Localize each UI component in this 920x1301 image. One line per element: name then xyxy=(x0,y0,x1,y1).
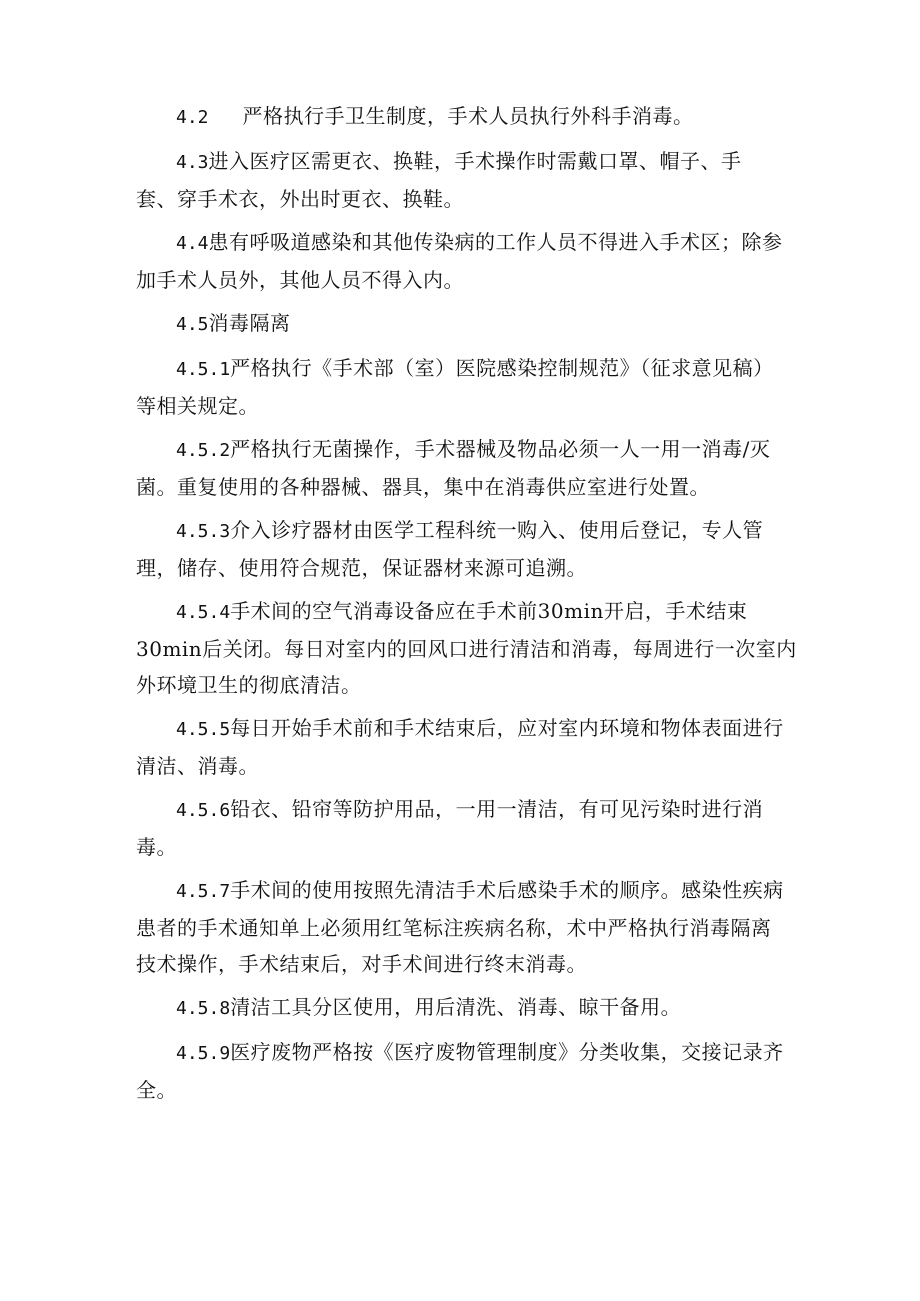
paragraph-4-5-3 xyxy=(136,512,826,586)
section-number: 4.5.1 xyxy=(176,359,231,380)
section-number: 4.5.2 xyxy=(176,440,231,461)
paragraph-4-5-5 xyxy=(136,710,826,784)
paragraph-4-5-8 xyxy=(136,989,826,1027)
paragraph-4-3 xyxy=(136,143,826,217)
paragraph-text: 严格执行手卫生制度，手术人员执行外科手消毒。 xyxy=(242,104,694,128)
paragraph-4-5 xyxy=(136,305,826,343)
paragraph-text: 理，储存、使用符合规范，保证器材来源可追溯。 xyxy=(136,556,587,580)
paragraph-text: 严格执行无菌操作，手术器械及物品必须一人一用一消毒/灭 xyxy=(230,437,771,461)
paragraph-text: 消毒隔离 xyxy=(208,311,291,335)
document-body xyxy=(136,98,826,1115)
section-number: 4.2 xyxy=(176,107,209,128)
paragraph-text: 技术操作，手术结束后，对手术间进行终末消毒。 xyxy=(136,952,587,976)
paragraph-text: 加手术人员外，其他人员不得入内。 xyxy=(136,268,464,292)
section-number: 4.3 xyxy=(176,152,209,173)
paragraph-text: 进入医疗区需更衣、换鞋，手术操作时需戴口罩、帽子、手 xyxy=(208,149,742,173)
paragraph-text: 毒。 xyxy=(136,835,177,859)
section-number: 4.5.7 xyxy=(176,881,231,902)
paragraph-text: 菌。重复使用的各种器械、器具，集中在消毒供应室进行处置。 xyxy=(136,475,710,499)
paragraph-text: 介入诊疗器材由医学工程科统一购入、使用后登记，专人管 xyxy=(230,518,764,542)
paragraph-text: 医疗废物严格按《医疗废物管理制度》分类收集，交接记录齐 xyxy=(230,1040,784,1064)
paragraph-text: 患有呼吸道感染和其他传染病的工作人员不得进入手术区；除参 xyxy=(208,230,783,254)
section-number: 4.5.6 xyxy=(176,800,231,821)
paragraph-4-5-7 xyxy=(136,872,826,982)
paragraph-4-5-6 xyxy=(136,791,826,865)
paragraph-text: 手术间的使用按照先清洁手术后感染手术的顺序。感染性疾病 xyxy=(230,878,784,902)
paragraph-text: 铅衣、铅帘等防护用品，一用一清洁，有可见污染时进行消 xyxy=(230,797,764,821)
paragraph-text: 清洁、消毒。 xyxy=(136,754,259,778)
section-number: 4.5.8 xyxy=(176,998,231,1019)
paragraph-4-5-1 xyxy=(136,350,826,424)
paragraph-text: 30min后关闭。每日对室内的回风口进行清洁和消毒，每周进行一次室内 xyxy=(136,637,797,661)
section-number: 4.4 xyxy=(176,233,209,254)
paragraph-4-2 xyxy=(136,98,826,136)
paragraph-text: 患者的手术通知单上必须用红笔标注疾病名称，术中严格执行消毒隔离 xyxy=(136,916,772,940)
paragraph-text: 清洁工具分区使用，用后清洗、消毒、晾干备用。 xyxy=(230,995,682,1019)
paragraph-text: 套、穿手术衣，外出时更衣、换鞋。 xyxy=(136,187,464,211)
paragraph-text: 严格执行《手术部（室）医院感染控制规范》（征求意见稿） xyxy=(230,356,774,380)
section-number: 4.5.5 xyxy=(176,719,231,740)
paragraph-4-4 xyxy=(136,224,826,298)
section-number: 4.5.9 xyxy=(176,1043,231,1064)
paragraph-text: 等相关规定。 xyxy=(136,394,259,418)
paragraph-text: 每日开始手术前和手术结束后，应对室内环境和物体表面进行 xyxy=(230,716,784,740)
paragraph-text: 外环境卫生的彻底清洁。 xyxy=(136,673,362,697)
paragraph-4-5-9 xyxy=(136,1034,826,1108)
section-number: 4.5.3 xyxy=(176,521,231,542)
paragraph-text: 全。 xyxy=(136,1078,177,1102)
paragraph-4-5-4 xyxy=(136,593,826,703)
section-number: 4.5.4 xyxy=(176,602,231,623)
paragraph-text: 手术间的空气消毒设备应在手术前30min开启，手术结束 xyxy=(230,599,748,623)
section-number: 4.5 xyxy=(176,314,209,335)
paragraph-4-5-2 xyxy=(136,431,826,505)
